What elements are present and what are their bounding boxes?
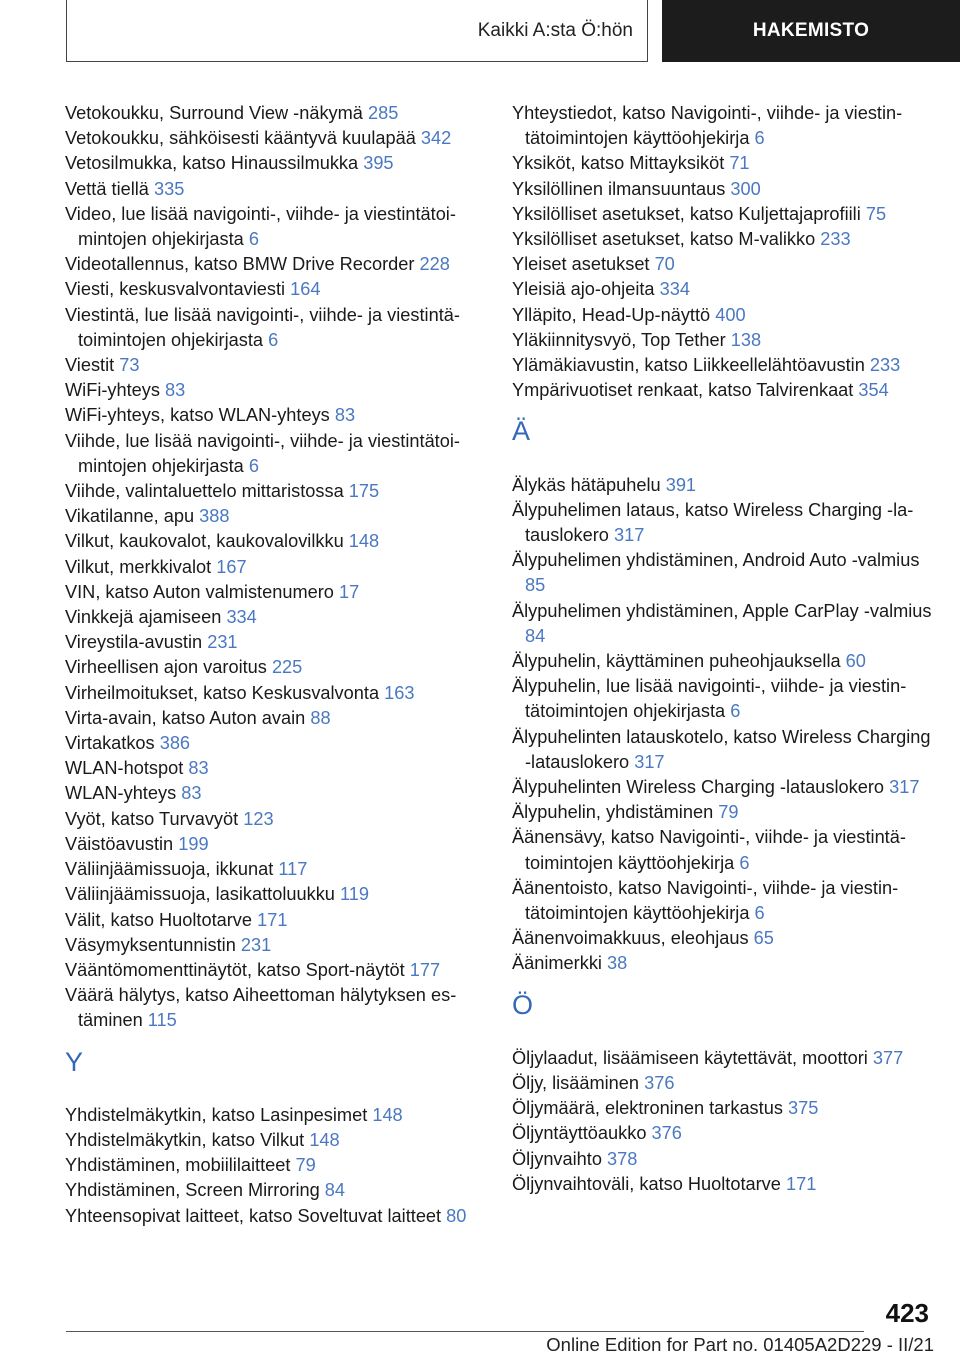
index-entry xyxy=(65,857,485,882)
index-page-link[interactable]: 148 xyxy=(372,1104,403,1125)
index-entry-text: Ympärivuotiset renkaat, katso Talvirenkaat xyxy=(512,380,854,401)
index-page-link[interactable]: 300 xyxy=(730,178,761,199)
index-page-link[interactable]: 84 xyxy=(324,1180,346,1201)
index-page-link[interactable]: 376 xyxy=(644,1073,675,1094)
index-entry-text: Yhdistelmäkytkin, katso Lasinpesimet xyxy=(65,1104,368,1125)
index-entry-text: Äänentoisto, katso Navigointi-, viihde- ja viestintätoimintojen käyttöohjekirja xyxy=(512,877,899,924)
index-entry-text: WLAN-yhteys xyxy=(65,783,177,804)
index-entry-text: Vikatilanne, apu xyxy=(65,506,195,527)
index-page-link[interactable]: 148 xyxy=(309,1129,340,1150)
index-entry-text: Öljyntäyttöaukko xyxy=(512,1123,647,1144)
index-entry xyxy=(512,800,932,825)
index-page-link[interactable]: 199 xyxy=(178,833,209,854)
index-entry xyxy=(65,1128,485,1153)
index-entry xyxy=(65,429,485,479)
index-page-link[interactable]: 163 xyxy=(384,682,415,703)
index-entry-text: Viestit xyxy=(65,355,115,376)
index-entry xyxy=(65,529,485,554)
index-entry xyxy=(65,378,485,403)
index-entry-text: Virta-avain, katso Auton avain xyxy=(65,707,306,728)
index-entry xyxy=(512,151,932,176)
index-page-link[interactable]: 164 xyxy=(290,279,321,300)
index-entry-text: Vetokoukku, Surround View -näkymä xyxy=(65,103,363,123)
index-entry-text: Yhdistäminen, Screen Mirroring xyxy=(65,1180,320,1201)
tab-section-title[interactable]: Kaikki A:sta Ö:hön xyxy=(66,0,648,62)
index-page-link[interactable]: 391 xyxy=(665,474,697,495)
index-entry xyxy=(65,781,485,806)
index-entry xyxy=(512,876,932,926)
index-page-link[interactable]: 285 xyxy=(367,103,399,123)
index-page-link[interactable]: 70 xyxy=(654,254,675,275)
index-page-link[interactable]: 376 xyxy=(651,1123,682,1144)
index-entry xyxy=(65,681,485,706)
index-entry xyxy=(65,504,485,529)
index-entry-text: Äänensävy, katso Navigointi-, viihde- ja viestintätoimintojen käyttöohjekirja xyxy=(512,827,906,873)
index-page-link[interactable]: 83 xyxy=(188,758,209,779)
index-page-link[interactable]: 354 xyxy=(858,380,889,401)
index-entry xyxy=(65,1153,485,1178)
index-entry xyxy=(512,1172,932,1197)
index-entry-text: Videotallennus, katso BMW Drive Recorder xyxy=(65,254,415,275)
index-page-link[interactable]: 6 xyxy=(739,852,750,873)
footer-edition-text: Online Edition for Part no. 01405A2D229 - II/21 xyxy=(546,1334,934,1355)
index-entry xyxy=(512,1046,932,1071)
index-page-link[interactable]: 6 xyxy=(248,455,259,476)
index-page-link[interactable]: 317 xyxy=(613,525,645,546)
index-entry-text: Yksilöllinen ilmansuuntaus xyxy=(512,178,726,199)
index-page-link[interactable]: 233 xyxy=(869,355,901,376)
index-entry xyxy=(65,630,485,655)
index-entry xyxy=(512,951,932,976)
index-column-right xyxy=(512,101,932,1197)
index-page-link[interactable]: 80 xyxy=(446,1205,467,1226)
index-entry-text: Väliinjäämissuoja, lasikattoluukku xyxy=(65,884,335,905)
index-page-link[interactable]: 171 xyxy=(257,909,288,930)
index-entry-text: Yhdistäminen, mobiililaitteet xyxy=(65,1155,291,1176)
index-entry xyxy=(65,756,485,781)
index-page-link[interactable]: 386 xyxy=(159,733,191,754)
index-entry xyxy=(65,277,485,302)
index-entry-text: Vinkkejä ajamiseen xyxy=(65,607,222,628)
index-entry xyxy=(65,706,485,731)
index-entry-text: Älypuhelimen yhdistäminen, Android Auto -valmius xyxy=(512,550,920,571)
index-page-link[interactable]: 60 xyxy=(845,651,866,672)
index-entry-text: Vääntömomenttinäytöt, katso Sport-näytöt xyxy=(65,959,405,980)
index-entry xyxy=(65,177,485,202)
index-letter-heading: Ö xyxy=(512,989,534,1020)
index-entry xyxy=(65,101,485,126)
index-page-link[interactable]: 6 xyxy=(268,329,279,350)
index-page-link[interactable]: 75 xyxy=(865,203,887,224)
index-entry-text: Äänenvoimakkuus, eleohjaus xyxy=(512,928,749,949)
index-entry xyxy=(512,649,932,674)
index-page-link[interactable]: 317 xyxy=(634,751,665,772)
index-entry-text: Väliinjäämissuoja, ikkunat xyxy=(65,859,274,880)
index-entry xyxy=(512,1147,932,1172)
index-entry-text: Vettä tiellä xyxy=(65,178,149,199)
index-entry xyxy=(512,202,932,227)
index-entry xyxy=(65,555,485,580)
index-entry xyxy=(65,353,485,378)
index-entry-text: Viihde, lue lisää navigointi-, viihde- ja viestintätoimintojen ohjekirjasta xyxy=(65,430,460,476)
index-entry-text: Yleiset asetukset xyxy=(512,254,650,275)
index-page-link[interactable]: 225 xyxy=(271,657,303,678)
index-page-link[interactable]: 400 xyxy=(715,304,746,325)
index-entry-text: Väistöavustin xyxy=(65,833,174,854)
index-entry xyxy=(512,725,932,775)
index-entry-text: Vireystila-avustin xyxy=(65,632,203,653)
index-letter-heading: Y xyxy=(65,1046,84,1077)
index-page-link[interactable]: 395 xyxy=(363,153,394,174)
index-entry-text: Viestintä, lue lisää navigointi-, viihde- ja viestintätoimintojen ohjekirjasta xyxy=(65,304,460,350)
index-page-link[interactable]: 231 xyxy=(207,632,238,653)
index-entry xyxy=(65,908,485,933)
index-entry-text: Älypuhelimen yhdistäminen, Apple CarPlay -valmius xyxy=(512,600,932,621)
index-page-link[interactable]: 115 xyxy=(147,1010,177,1031)
index-entry-text: Öljynvaihto xyxy=(512,1148,602,1169)
index-entry-text: Yksiköt, katso Mittayksiköt xyxy=(512,153,725,174)
index-entry-text: Virtakatkos xyxy=(65,733,155,754)
index-page-link[interactable]: 83 xyxy=(334,405,356,426)
index-entry xyxy=(65,1103,485,1128)
index-entry-text: Ylämäkiavustin, katso Liikkeellelähtöavustin xyxy=(512,355,865,376)
index-entry xyxy=(65,731,485,756)
index-entry xyxy=(512,599,932,649)
index-page-link[interactable]: 6 xyxy=(248,229,259,250)
index-page-link[interactable]: 334 xyxy=(226,607,257,628)
index-entry xyxy=(512,473,932,498)
index-entry xyxy=(512,674,932,724)
index-entry-text: Video, lue lisää navigointi-, viihde- ja viestintätoimintojen ohjekirjasta xyxy=(65,203,456,250)
index-entry-text: Yksilölliset asetukset, katso Kuljettajaprofiili xyxy=(512,203,861,224)
index-entry-text: Virheilmoitukset, katso Keskusvalvonta xyxy=(65,682,380,703)
index-entry-text: Öljynvaihtoväli, katso Huoltotarve xyxy=(512,1173,781,1194)
index-entry-text: Väsymyksentunnistin xyxy=(65,934,236,955)
index-page-link[interactable]: 88 xyxy=(310,707,331,728)
index-entry xyxy=(512,1096,932,1121)
index-entry xyxy=(512,252,932,277)
header-tabs xyxy=(66,0,960,64)
index-entry-text: Yläkiinnitysvyö, Top Tether xyxy=(512,329,726,350)
page-number: 423 xyxy=(885,1298,929,1328)
index-entry xyxy=(512,177,932,202)
index-entry-text: Viihde, valintaluettelo mittaristossa xyxy=(65,481,344,502)
index-entry-text: Älykäs hätäpuhelu xyxy=(512,474,661,495)
index-column-left xyxy=(65,101,485,1229)
index-entry xyxy=(512,277,932,302)
index-entry xyxy=(512,101,932,151)
index-entry xyxy=(512,353,932,378)
index-entry xyxy=(65,479,485,504)
index-page-link[interactable]: 6 xyxy=(754,128,765,149)
index-page-link[interactable]: 79 xyxy=(295,1155,316,1176)
index-page-link[interactable]: 335 xyxy=(153,178,185,199)
index-page-link[interactable]: 378 xyxy=(607,1148,638,1169)
index-entry xyxy=(512,775,932,800)
index-entry xyxy=(512,548,932,598)
index-entry xyxy=(512,1121,932,1146)
index-page-link[interactable]: 83 xyxy=(165,380,186,401)
index-page-link[interactable]: 6 xyxy=(754,903,765,924)
index-entry-text: Vetosilmukka, katso Hinaussilmukka xyxy=(65,153,359,174)
index-entry-text: Öljymäärä, elektroninen tarkastus xyxy=(512,1098,783,1119)
index-entry-text: WiFi-yhteys, katso WLAN-yhteys xyxy=(65,405,330,426)
index-entry xyxy=(512,1071,932,1096)
index-entry xyxy=(65,807,485,832)
index-entry xyxy=(65,202,485,252)
index-entry-text: Älypuhelinten latauskotelo, katso Wireless Charging -latauslokero xyxy=(512,726,931,772)
index-entry xyxy=(65,580,485,605)
index-entry-text: Yhteystiedot, katso Navigointi-, viihde- ja viestintätoimintojen käyttöohjekirja xyxy=(512,103,903,149)
index-page-link[interactable]: 233 xyxy=(820,229,851,250)
index-entry xyxy=(65,882,485,907)
index-entry-text: Älypuhelinten Wireless Charging -latauslokero xyxy=(512,777,885,798)
index-entry xyxy=(65,832,485,857)
index-entry-text: Väärä hälytys, katso Aiheettoman hälytyksen estäminen xyxy=(65,985,457,1031)
index-entry-text: Yleisiä ajo-ohjeita xyxy=(512,279,655,300)
index-entry-text: Yhdistelmäkytkin, katso Vilkut xyxy=(65,1129,305,1150)
index-page-link[interactable]: 175 xyxy=(348,481,380,502)
index-entry xyxy=(512,227,932,252)
index-entry xyxy=(65,1178,485,1203)
index-entry xyxy=(512,303,932,328)
index-page-link[interactable]: 71 xyxy=(729,153,750,174)
index-entry xyxy=(512,378,932,403)
index-entry xyxy=(512,498,932,548)
index-entry-text: Öljylaadut, lisäämiseen käytettävät, moottori xyxy=(512,1047,868,1068)
index-page-link[interactable]: 17 xyxy=(338,581,360,602)
index-letter-heading: Ä xyxy=(512,416,531,447)
index-entry-text: Viesti, keskusvalvontaviesti xyxy=(65,279,286,300)
index-entry-text: Virheellisen ajon varoitus xyxy=(65,657,267,678)
index-entry xyxy=(65,303,485,353)
index-entry-text: Yksilölliset asetukset, katso M-valikko xyxy=(512,229,816,250)
index-entry-text: WiFi-yhteys xyxy=(65,380,160,401)
index-entry-text: Vilkut, kaukovalot, kaukovalovilkku xyxy=(65,531,344,552)
index-page-link[interactable]: 171 xyxy=(785,1173,817,1194)
index-page-link[interactable]: 123 xyxy=(243,808,274,829)
index-entry xyxy=(65,126,485,151)
footer-divider xyxy=(66,1331,864,1332)
index-entry xyxy=(65,1204,485,1229)
index-entry-text: WLAN-hotspot xyxy=(65,758,184,779)
index-entry xyxy=(65,958,485,983)
index-page-link[interactable]: 65 xyxy=(753,928,774,949)
index-page-link[interactable]: 167 xyxy=(216,556,247,577)
index-page-link[interactable]: 84 xyxy=(525,625,546,646)
index-page-link[interactable]: 73 xyxy=(119,355,140,376)
index-entry-text: Vyöt, katso Turvavyöt xyxy=(65,808,239,829)
index-entry xyxy=(65,933,485,958)
index-page-link[interactable]: 6 xyxy=(730,701,741,722)
index-entry xyxy=(512,926,932,951)
tab-index[interactable]: HAKEMISTO xyxy=(662,0,960,62)
index-page-link[interactable]: 388 xyxy=(199,506,230,527)
index-entry-text: Älypuhelimen lataus, katso Wireless Charging -latauslokero xyxy=(512,499,914,546)
index-entry-text: Yhteensopivat laitteet, katso Soveltuvat laitteet xyxy=(65,1205,442,1226)
index-entry xyxy=(65,403,485,428)
index-entry-text: Ylläpito, Head-Up-näyttö xyxy=(512,304,711,325)
index-entry-text: Äänimerkki xyxy=(512,953,602,974)
index-page-link[interactable]: 377 xyxy=(872,1047,904,1068)
index-entry-text: Välit, katso Huoltotarve xyxy=(65,909,253,930)
index-entry xyxy=(65,655,485,680)
index-entry-text: Älypuhelin, käyttäminen puheohjauksella xyxy=(512,651,841,672)
index-entry-text: Älypuhelin, yhdistäminen xyxy=(512,802,714,823)
index-page-link[interactable]: 231 xyxy=(240,934,272,955)
index-page-link[interactable]: 317 xyxy=(889,777,920,798)
index-page-link[interactable]: 79 xyxy=(718,802,739,823)
index-entry-text: Vetokoukku, sähköisesti kääntyvä kuulapää xyxy=(65,128,416,149)
index-entry xyxy=(512,328,932,353)
index-page-link[interactable]: 177 xyxy=(409,959,441,980)
index-entry-text: Öljy, lisääminen xyxy=(512,1073,640,1094)
index-page-link[interactable]: 38 xyxy=(607,953,628,974)
index-page-link[interactable]: 148 xyxy=(348,531,380,552)
index-page-link[interactable]: 334 xyxy=(659,279,690,300)
index-page-link[interactable]: 138 xyxy=(730,329,762,350)
index-page-link[interactable]: 117 xyxy=(278,859,308,880)
index-page-link[interactable]: 119 xyxy=(339,884,369,905)
index-entry xyxy=(512,825,932,875)
index-page-link[interactable]: 228 xyxy=(419,254,450,275)
index-page-link[interactable]: 85 xyxy=(525,575,546,596)
index-entry-text: Vilkut, merkkivalot xyxy=(65,556,212,577)
index-entry xyxy=(65,151,485,176)
index-entry xyxy=(65,983,485,1033)
index-page-link[interactable]: 375 xyxy=(787,1098,819,1119)
index-entry xyxy=(65,252,485,277)
index-entry-text: Älypuhelin, lue lisää navigointi-, viihde- ja viestintätoimintojen ohjekirjasta xyxy=(512,676,907,722)
index-entry xyxy=(65,605,485,630)
index-entry-text: VIN, katso Auton valmistenumero xyxy=(65,581,334,602)
index-page-link[interactable]: 83 xyxy=(181,783,202,804)
index-page-link[interactable]: 342 xyxy=(420,128,452,149)
